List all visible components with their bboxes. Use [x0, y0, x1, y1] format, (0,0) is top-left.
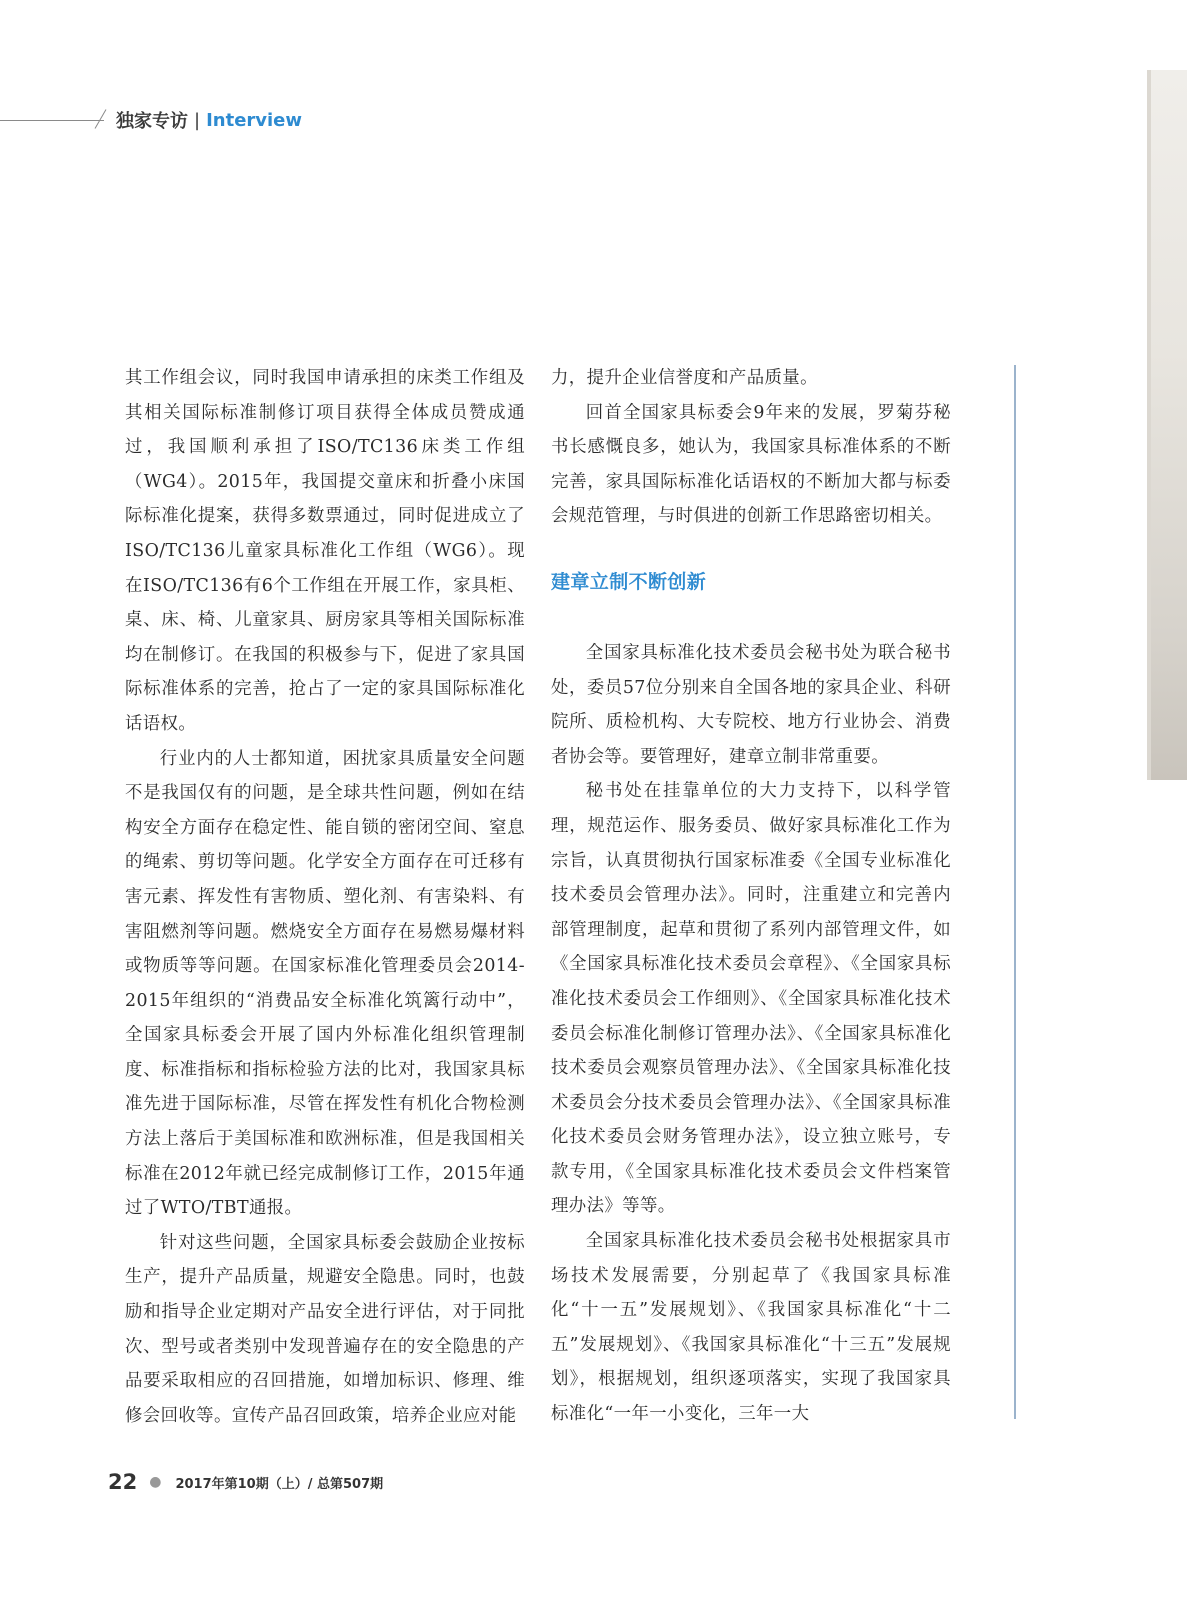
- column-rule: [1014, 365, 1016, 1419]
- section-title-en: Interview: [206, 109, 303, 131]
- footer-bullet: ●: [149, 1474, 162, 1490]
- page-footer: [108, 1466, 383, 1498]
- header-rule: [0, 120, 104, 121]
- section-title: 独家专访: [116, 111, 188, 132]
- paragraph: 其工作组会议，同时我国申请承担的床类工作组及其相关国际标准制修订项目获得全体成员赞成通过，我国顺利承担了ISO/TC136床类工作组（WG4）。2015年，我国提交童床和折叠小床国际标准化提案，获得多数票通过，同时促进成立了ISO/TC136儿童家具标准化工作组（WG6）。现在ISO/TC136有6个工作组在开展工作，家具柜、桌、床、椅、儿童家具、厨房家具等相关国际标准均在制修订。在我国的积极参与下，促进了家具国际标准体系的完善，抢占了一定的家具国际标准化话语权。: [125, 368, 525, 734]
- paragraph: 针对这些问题，全国家具标委会鼓励企业按标生产，提升产品质量，规避安全隐患。同时，也鼓励和指导企业定期对产品安全进行评估，对于同批次、型号或者类别中发现普遍存在的安全隐患的产品要采取相应的召回措施，如增加标识、修理、维修会回收等。宣传产品召回政策，培养企业应对能: [125, 1232, 525, 1426]
- paragraph: 力，提升企业信誉度和产品质量。: [551, 368, 818, 388]
- edge-photo: [1147, 70, 1187, 780]
- issue-info: 2017年第10期（上）/ 总第507期: [175, 1476, 384, 1492]
- header-slash: [95, 109, 107, 129]
- left-column: [125, 361, 525, 1433]
- section-separator: |: [194, 109, 201, 131]
- right-column: [551, 361, 951, 1432]
- section-header: [116, 106, 302, 134]
- section-subheading: 建章立制不断创新: [551, 570, 707, 593]
- paragraph: 秘书处在挂靠单位的大力支持下，以科学管理，规范运作、服务委员、做好家具标准化工作为宗旨，认真贯彻执行国家标准委《全国专业标准化技术委员会管理办法》。同时，注重建立和完善内部管理制度，起草和贯彻了系列内部管理文件，如《全国家具标准化技术委员会章程》、《全国家具标准化技术委员会工作细则》、《全国家具标准化技术委员会标准化制修订管理办法》、《全国家具标准化技术委员会观察员管理办法》、《全国家具标准化技术委员会分技术委员会管理办法》、《全国家具标准化技术委员会财务管理办法》，设立独立账号，专款专用，《全国家具标准化技术委员会文件档案管理办法》等等。: [551, 781, 951, 1217]
- page-number: 22: [108, 1470, 138, 1494]
- paragraph: 全国家具标准化技术委员会秘书处为联合秘书处，委员57位分别来自全国各地的家具企业、科研院所、质检机构、大专院校、地方行业协会、消费者协会等。要管理好，建章立制非常重要。: [551, 642, 951, 767]
- edge-photo-border: [1147, 70, 1151, 780]
- paragraph: 回首全国家具标委会9年来的发展，罗菊芬秘书长感慨良多，她认为，我国家具标准体系的不断完善，家具国际标准化话语权的不断加大都与标委会规范管理，与时俱进的创新工作思路密切相关。: [551, 402, 951, 527]
- paragraph: 行业内的人士都知道，困扰家具质量安全问题不是我国仅有的问题，是全球共性问题，例如在结构安全方面存在稳定性、能自锁的密闭空间、窒息的绳索、剪切等问题。化学安全方面存在可迁移有害元素、挥发性有害物质、塑化剂、有害染料、有害阻燃剂等问题。燃烧安全方面存在易燃易爆材料或物质等等问题。在国家标准化管理委员会2014-2015年组织的“消费品安全标准化筑篱行动中”，全国家具标委会开展了国内外标准化组织管理制度、标准指标和指标检验方法的比对，我国家具标准先进于国际标准，尽管在挥发性有机化合物检测方法上落后于美国标准和欧洲标准，但是我国相关标准在2012年就已经完成制修订工作，2015年通过了WTO/TBT通报。: [125, 748, 525, 1219]
- paragraph: 全国家具标准化技术委员会秘书处根据家具市场技术发展需要，分别起草了《我国家具标准化“十一五”发展规划》、《我国家具标准化“十二五”发展规划》、《我国家具标准化“十三五”发展规划》，根据规划，组织逐项落实，实现了我国家具标准化“一年一小变化，三年一大: [551, 1231, 951, 1425]
